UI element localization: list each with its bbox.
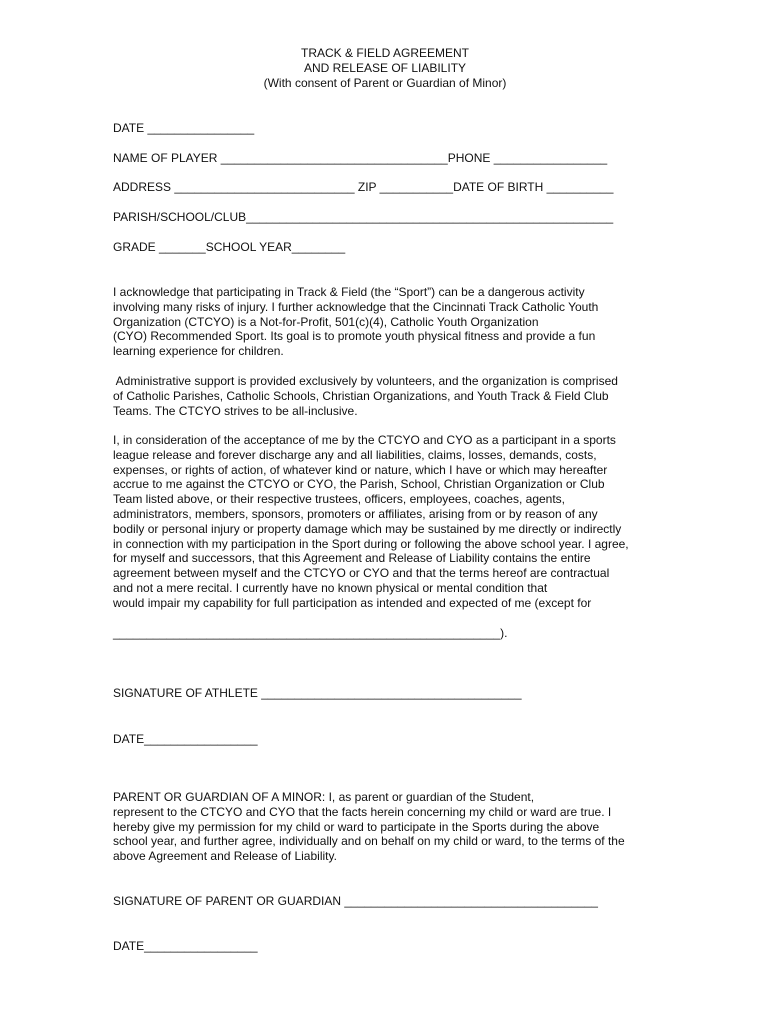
date-field[interactable]: DATE ________________ [113,121,255,135]
paragraph-line: for myself and successors, that this Agreement and Release of Liability contains the entire [113,551,591,566]
paragraph-line: Organization (CTCYO) is a Not-for-Profit, 501(c)(4), Catholic Youth Organization [113,314,539,329]
paragraph-line: bodily or personal injury or property damage which may be sustained by me directly or indirectly [113,521,622,536]
athlete-date-field[interactable]: DATE_________________ [113,732,258,746]
guardian-date-field[interactable]: DATE_________________ [113,939,258,953]
title-line-2: AND RELEASE OF LIABILITY [303,61,467,75]
paragraph-line: Teams. The CTCYO strives to be all-inclusive. [113,403,358,418]
paragraph-line: PARENT OR GUARDIAN OF A MINOR: I, as parent or guardian of the Student, [113,790,535,804]
paragraph-line: I, in consideration of the acceptance of me by the CTCYO and CYO as a participant in a sports [113,433,616,447]
paragraph-line: in connection with my participation in the Sport during or following the above school year. I agree, [113,536,629,551]
paragraph-line: hereby give my permission for my child or ward to participate in the Sports during the above [113,819,600,834]
paragraph-line: I acknowledge that participating in Track & Field (the “Sport”) can be a dangerous activity [113,285,585,299]
paragraph-line: administrators, members, sponsors, promoters or affiliates, arising from or by reason of any [113,506,598,521]
guardian-signature-field[interactable]: SIGNATURE OF PARENT OR GUARDIAN ______________________________________ [113,894,598,908]
paragraph-line: Administrative support is provided exclusively by volunteers, and the organization is comprised [113,374,618,388]
title-line-3: (With consent of Parent or Guardian of Minor) [263,76,507,90]
paragraph-line: above Agreement and Release of Liability. [113,849,337,864]
paragraph-line: (CYO) Recommended Sport. Its goal is to promote youth physical fitness and provide a fun [113,329,596,344]
paragraph-line: of Catholic Parishes, Catholic Schools, Christian Organizations, and Youth Track & Field Club [113,388,609,403]
paragraph-line: accrue to me against the CTCYO or CYO, the Parish, School, Christian Organization or Club [113,477,605,492]
name-phone-field[interactable]: NAME OF PLAYER __________________________________PHONE _________________ [113,151,608,165]
paragraph-line: school year, and further agree, individually and on behalf on my child or ward, to the terms of the [113,834,625,849]
paragraph-line: and not a mere recital. I currently have no known physical or mental condition that [113,580,548,595]
parish-school-club-field[interactable]: PARISH/SCHOOL/CLUB_______________________________________________________ [113,210,614,224]
paragraph-line: learning experience for children. [113,344,284,359]
acknowledgement-paragraph [113,285,658,359]
grade-school-year-field[interactable]: GRADE _______SCHOOL YEAR________ [113,240,346,254]
release-paragraph [113,433,658,611]
paragraph-line: would impair my capability for full participation as intended and expected of me (except for [113,595,592,610]
guardian-consent-paragraph [113,790,658,864]
address-zip-dob-field[interactable]: ADDRESS ___________________________ ZIP ___________DATE OF BIRTH __________ [113,180,614,194]
paragraph-line: expenses, or rights of action, of whatever kind or nature, which I have or which may hereafter [113,462,608,477]
exception-field[interactable]: __________________________________________________________). [113,626,508,640]
paragraph-line: league release and forever discharge any and all liabilities, claims, losses, demands, costs, [113,447,597,462]
administrative-paragraph [113,374,658,418]
paragraph-line: agreement between myself and the CTCYO or CYO and that the terms hereof are contractual [113,566,610,581]
document-title [0,46,770,91]
paragraph-line: represent to the CTCYO and CYO that the facts herein concerning my child or ward are true. I [113,804,612,819]
paragraph-line: Team listed above, or their respective trustees, officers, employees, coaches, agents, [113,492,566,507]
athlete-signature-field[interactable]: SIGNATURE OF ATHLETE _______________________________________ [113,686,522,700]
paragraph-line: involving many risks of injury. I further acknowledge that the Cincinnati Track Catholic Youth [113,299,599,314]
title-line-1: TRACK & FIELD AGREEMENT [300,46,470,60]
